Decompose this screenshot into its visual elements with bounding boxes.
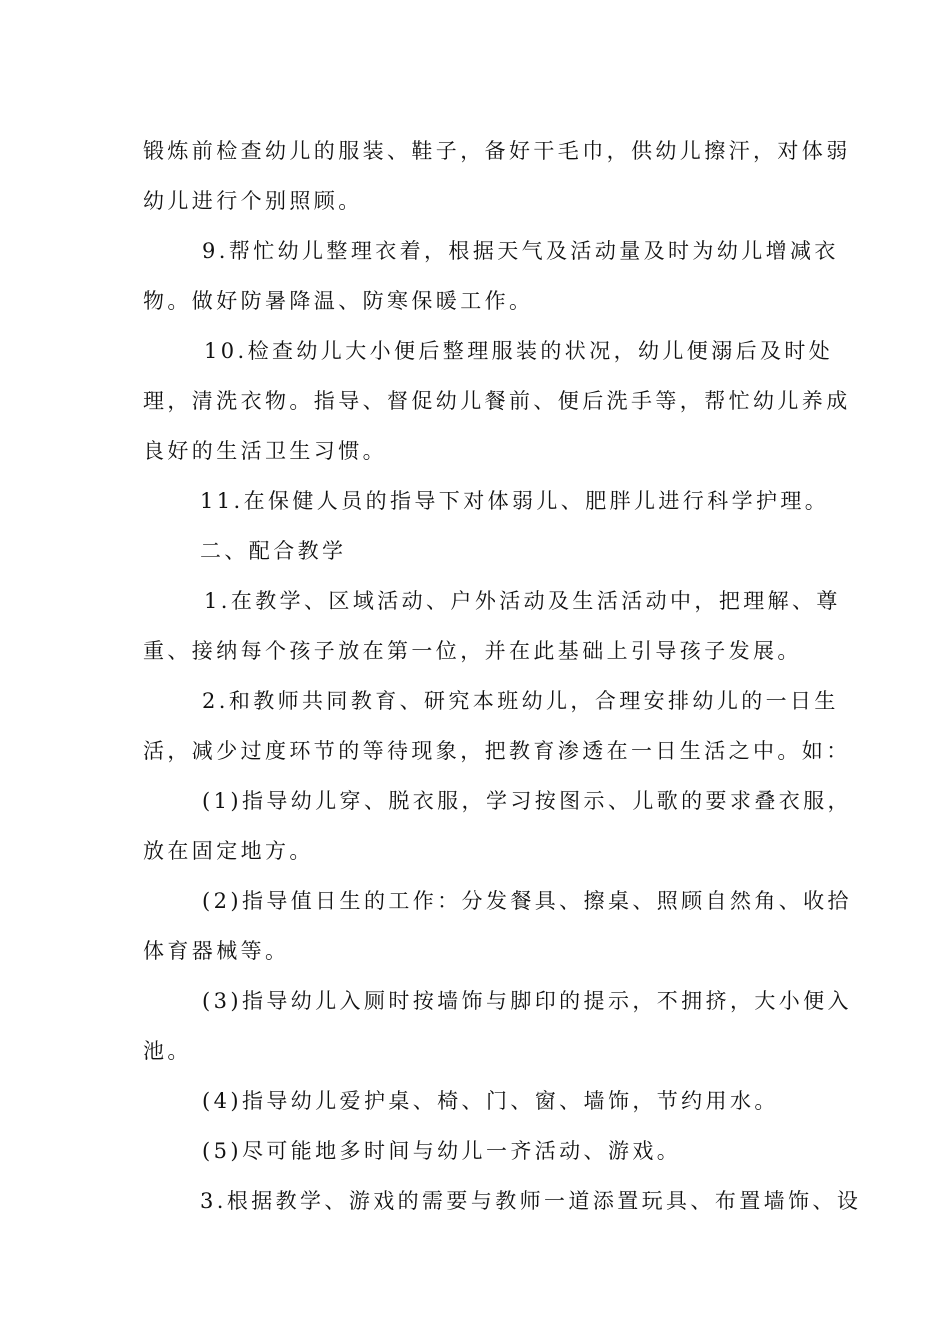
text-line: 物。做好防暑降温、防寒保暖工作。 <box>143 289 534 313</box>
section-heading: 二、配合教学 <box>200 539 347 563</box>
text-line: 活，减少过度环节的等待现象，把教育渗透在一日生活之中。如： <box>143 739 851 763</box>
text-line: 9.帮忙幼儿整理衣着，根据天气及活动量及时为幼儿增减衣 <box>202 239 839 263</box>
text-line: (4)指导幼儿爱护桌、椅、门、窗、墙饰，节约用水。 <box>202 1089 779 1113</box>
text-line: 3.根据教学、游戏的需要与教师一道添置玩具、布置墙饰、设 <box>200 1189 862 1213</box>
text-line: 2.和教师共同教育、研究本班幼儿，合理安排幼儿的一日生 <box>202 689 839 713</box>
text-line: 池。 <box>143 1039 192 1063</box>
text-line: 11.在保健人员的指导下对体弱儿、肥胖儿进行科学护理。 <box>200 489 830 513</box>
text-line: (5)尽可能地多时间与幼儿一齐活动、游戏。 <box>202 1139 682 1163</box>
text-line: (2)指导值日生的工作：分发餐具、擦桌、照顾自然角、收拾 <box>202 889 852 913</box>
text-line: 10.检查幼儿大小便后整理服装的状况，幼儿便溺后及时处 <box>204 339 834 363</box>
text-line: 锻炼前检查幼儿的服装、鞋子，备好干毛巾，供幼儿擦汗，对体弱 <box>143 139 851 163</box>
text-line: 幼儿进行个别照顾。 <box>143 189 363 213</box>
text-line: 1.在教学、区域活动、户外活动及生活活动中，把理解、尊 <box>204 589 841 613</box>
text-line: 体育器械等。 <box>143 939 290 963</box>
text-line: 放在固定地方。 <box>143 839 314 863</box>
text-line: (1)指导幼儿穿、脱衣服，学习按图示、儿歌的要求叠衣服， <box>202 789 852 813</box>
text-line: 理，清洗衣物。指导、督促幼儿餐前、便后洗手等，帮忙幼儿养成 <box>143 389 851 413</box>
text-line: (3)指导幼儿入厕时按墙饰与脚印的提示，不拥挤，大小便入 <box>202 989 852 1013</box>
text-line: 良好的生活卫生习惯。 <box>143 439 387 463</box>
text-line: 重、接纳每个孩子放在第一位，并在此基础上引导孩子发展。 <box>143 639 802 663</box>
